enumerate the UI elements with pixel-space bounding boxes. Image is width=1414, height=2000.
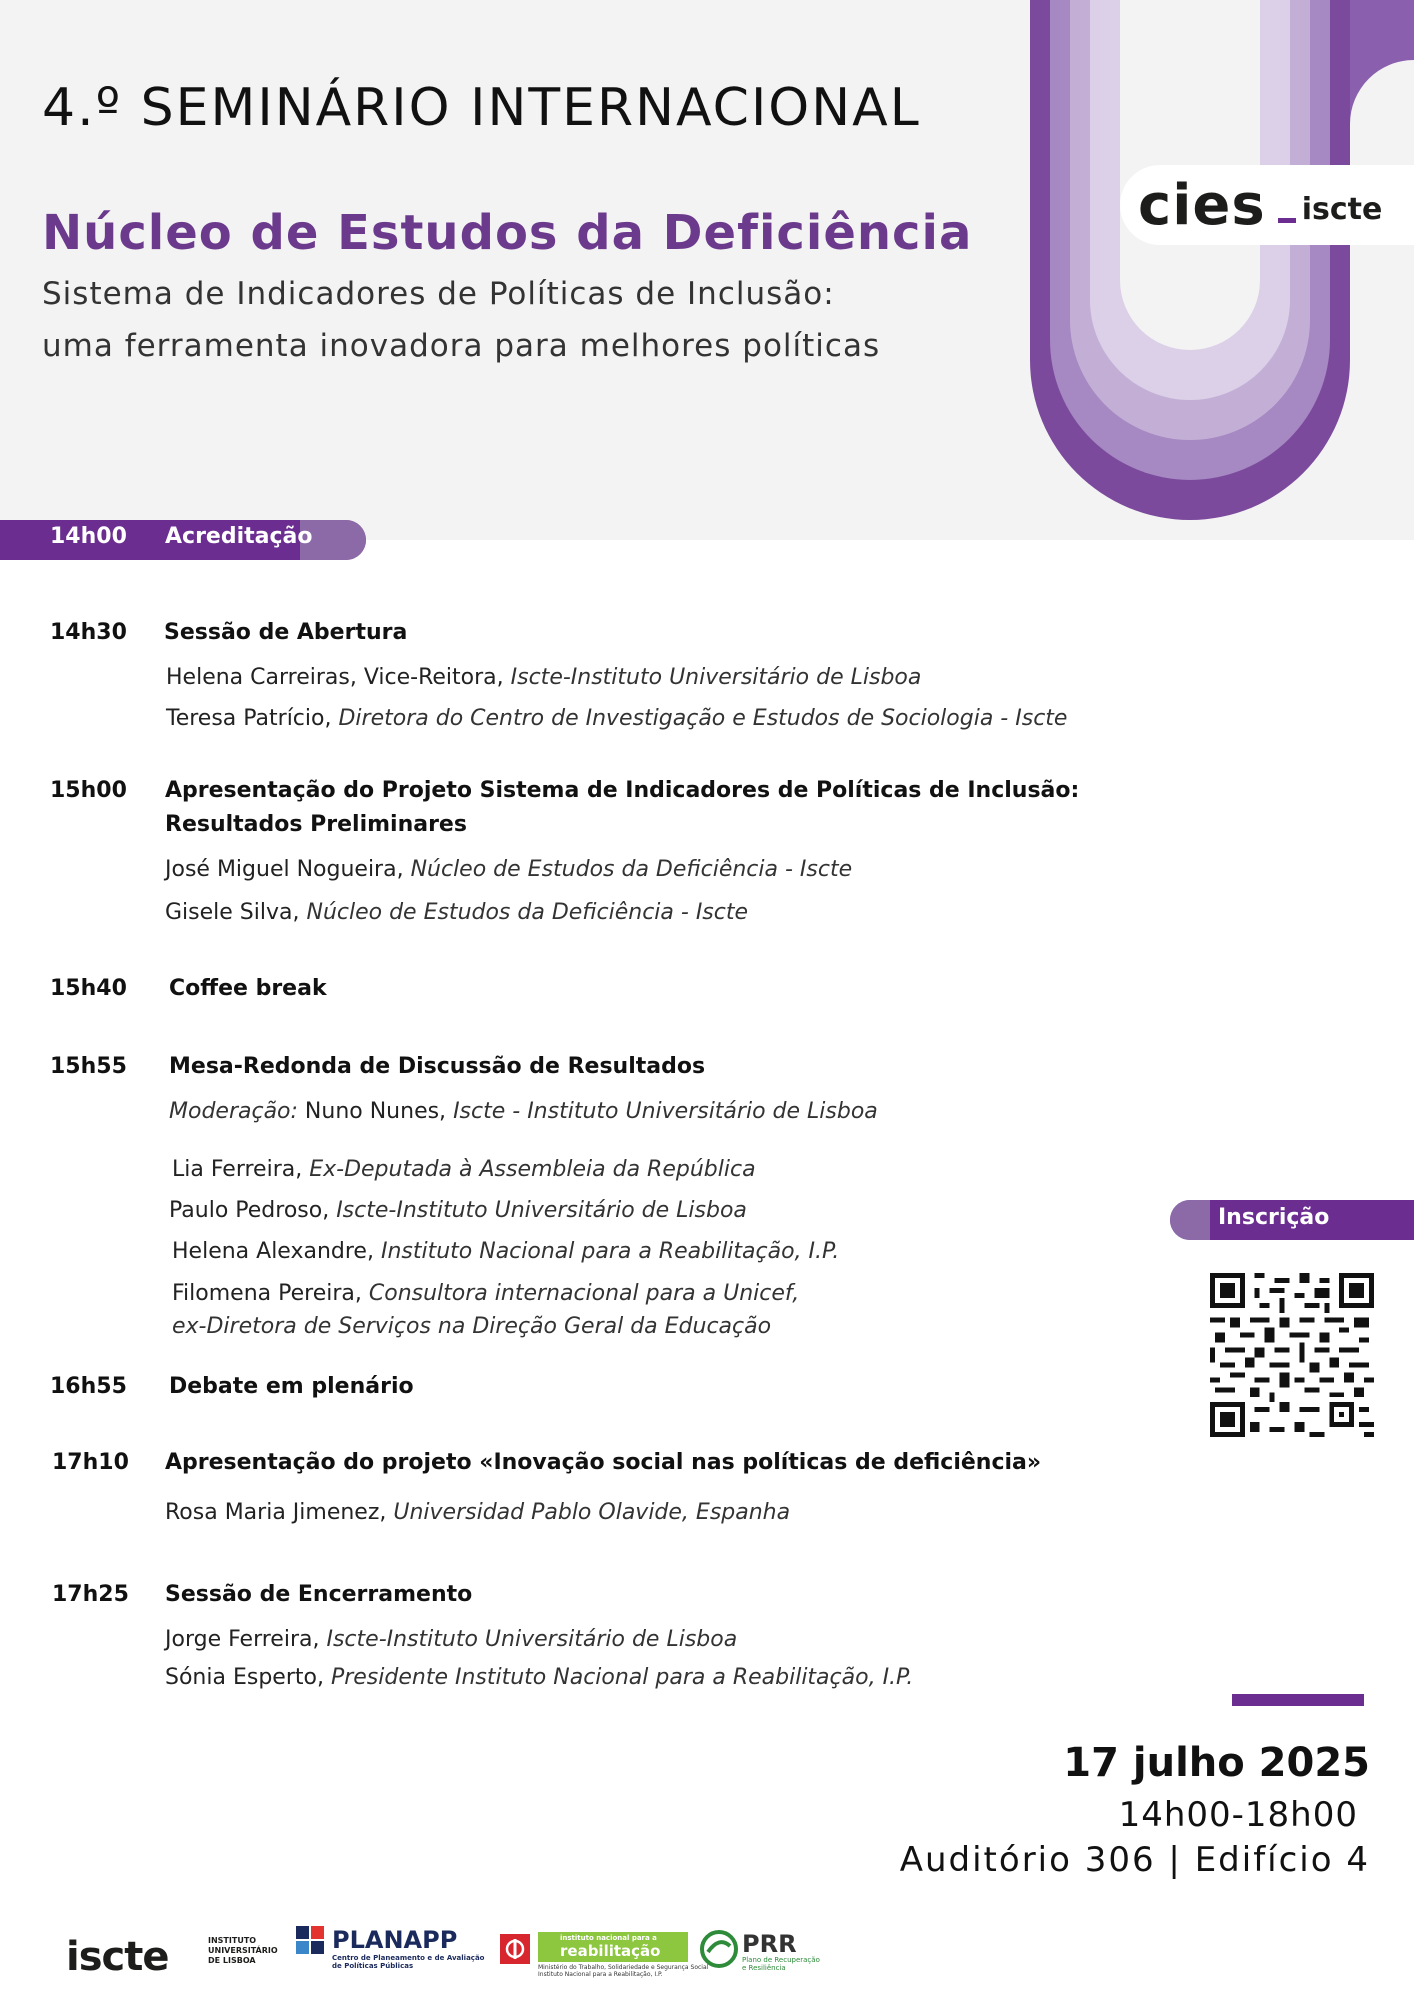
speaker-affiliation: Núcleo de Estudos da Deficiência - Iscte — [410, 857, 853, 882]
event-date: 17 julho 2025 — [1063, 1740, 1370, 1786]
moderator-line — [169, 1099, 878, 1124]
speaker-affiliation: Iscte-Instituto Universitário de Lisboa — [326, 1627, 738, 1652]
session-title: Sessão de Encerramento — [165, 1582, 473, 1607]
speaker-name: Helena Carreiras, Vice-Reitora, — [166, 665, 504, 690]
speaker-name: Filomena Pereira, — [172, 1281, 362, 1306]
speaker-line — [165, 1500, 790, 1525]
iscte-sub-line: UNIVERSITÁRIO — [208, 1946, 278, 1955]
cies-logo-underscore — [1278, 218, 1296, 223]
session-title: Mesa-Redonda de Discussão de Resultados — [169, 1054, 706, 1079]
inr-sub-line: Instituto Nacional para a Reabilitação, I.P. — [538, 1971, 663, 1978]
cies-iscte-logo — [1120, 165, 1414, 245]
page-title: 4.º SEMINÁRIO INTERNACIONAL — [42, 78, 921, 138]
speaker-affiliation: Consultora internacional para a Unicef, — [368, 1281, 800, 1306]
planapp-logo-subtitle — [332, 1954, 484, 1970]
speaker-line — [169, 1198, 747, 1223]
cies-u-decoration — [1020, 0, 1414, 560]
iscte-sub-line: DE LISBOA — [208, 1956, 256, 1965]
partner-logos — [60, 1920, 840, 1980]
speaker-line — [172, 1157, 756, 1182]
prr-sub-line: e Resiliência — [742, 1964, 786, 1972]
inr-logo-small-text: instituto nacional para a — [560, 1934, 657, 1942]
speaker-name: Sónia Esperto, — [165, 1665, 324, 1690]
inr-logo-subtitle — [538, 1964, 708, 1978]
session-title: Coffee break — [169, 976, 327, 1001]
event-venue: Auditório 306 | Edifício 4 — [899, 1840, 1370, 1880]
portuguese-government-emblem-icon — [500, 1934, 530, 1964]
speaker-line — [165, 1627, 737, 1652]
page-subtitle: Núcleo de Estudos da Deficiência — [42, 205, 973, 261]
speaker-affiliation: Ex-Deputada à Assembleia da República — [309, 1157, 756, 1182]
speaker-name: Teresa Patrício, — [166, 706, 332, 731]
speaker-name: Gisele Silva, — [165, 900, 300, 925]
speaker-name: Rosa Maria Jimenez, — [165, 1500, 387, 1525]
session-title-line-1: Apresentação do Projeto Sistema de Indicadores de Políticas de Inclusão: — [165, 778, 1080, 803]
session-time: 15h55 — [50, 1054, 127, 1079]
speaker-line — [165, 900, 748, 925]
speaker-affiliation-continued — [172, 1314, 771, 1339]
planapp-sub-line: Centro de Planeamento e de Avaliação — [332, 1954, 485, 1962]
session-title: Debate em plenário — [169, 1374, 414, 1399]
inr-logo-text: reabilitação — [560, 1942, 661, 1960]
prr-logo-subtitle — [742, 1956, 820, 1972]
session-time: 16h55 — [50, 1374, 127, 1399]
speaker-name: José Miguel Nogueira, — [165, 857, 404, 882]
speaker-line — [165, 857, 852, 882]
speaker-line — [172, 1239, 839, 1264]
description-line-1: Sistema de Indicadores de Políticas de Inclusão: — [42, 276, 835, 312]
speaker-line — [166, 706, 1067, 731]
prr-logo-icon — [700, 1930, 738, 1968]
session-time: 15h40 — [50, 976, 127, 1001]
speaker-line — [166, 665, 921, 690]
iscte-logo-subtitle — [208, 1936, 278, 1966]
speaker-line — [165, 1665, 913, 1690]
session-title-line-2: Resultados Preliminares — [165, 812, 467, 837]
planapp-sub-line: de Políticas Públicas — [332, 1962, 414, 1970]
moderator-affiliation: Iscte - Instituto Universitário de Lisboa — [453, 1099, 878, 1124]
iscte-logo: iscte — [66, 1934, 169, 1980]
speaker-name: Helena Alexandre, — [172, 1239, 374, 1264]
speaker-name: Jorge Ferreira, — [165, 1627, 320, 1652]
iscte-sub-line: INSTITUTO — [208, 1936, 257, 1945]
speaker-affiliation: Diretora do Centro de Investigação e Estudos de Sociologia - Iscte — [338, 706, 1068, 731]
prr-logo: PRR — [742, 1930, 797, 1958]
session-title: Sessão de Abertura — [164, 620, 408, 645]
accreditation-label: Acreditação — [165, 524, 313, 549]
speaker-name: Lia Ferreira, — [172, 1157, 303, 1182]
session-time: 15h00 — [50, 778, 127, 803]
speaker-affiliation: ex-Diretora de Serviços na Direção Geral da Educação — [172, 1314, 772, 1339]
speaker-line — [172, 1281, 799, 1306]
registration-label: Inscrição — [1218, 1205, 1330, 1230]
session-time: 14h30 — [50, 620, 127, 645]
event-hours: 14h00-18h00 — [1118, 1795, 1358, 1835]
cies-logo-word: cies — [1138, 172, 1266, 238]
session-time: 17h25 — [52, 1582, 129, 1607]
session-time: 17h10 — [52, 1450, 129, 1475]
speaker-affiliation: Iscte-Instituto Universitário de Lisboa — [510, 665, 922, 690]
accreditation-time: 14h00 — [50, 524, 127, 549]
speaker-affiliation: Universidad Pablo Olavide, Espanha — [393, 1500, 791, 1525]
speaker-affiliation: Presidente Instituto Nacional para a Reabilitação, I.P. — [330, 1665, 914, 1690]
speaker-affiliation: Núcleo de Estudos da Deficiência - Iscte — [306, 900, 749, 925]
registration-qr-code[interactable] — [1210, 1273, 1374, 1437]
page-description — [42, 268, 880, 372]
speaker-affiliation: Iscte-Instituto Universitário de Lisboa — [336, 1198, 747, 1223]
planapp-logo-icon — [296, 1926, 324, 1954]
prr-sub-line: Plano de Recuperação — [742, 1956, 820, 1964]
cies-logo-sub: iscte — [1301, 191, 1383, 227]
moderator-name: Nuno Nunes, — [304, 1099, 447, 1124]
speaker-affiliation: Instituto Nacional para a Reabilitação, I.P. — [380, 1239, 840, 1264]
description-line-2: uma ferramenta inovadora para melhores políticas — [42, 328, 881, 364]
inr-sub-line: Ministério do Trabalho, Solidariedade e Segurança Social — [538, 1964, 709, 1971]
date-divider — [1232, 1694, 1364, 1706]
moderator-label: Moderação: — [169, 1099, 298, 1124]
session-title: Apresentação do projeto «Inovação social nas políticas de deficiência» — [165, 1450, 1042, 1475]
speaker-name: Paulo Pedroso, — [169, 1198, 330, 1223]
planapp-logo: PLANAPP — [332, 1926, 458, 1954]
